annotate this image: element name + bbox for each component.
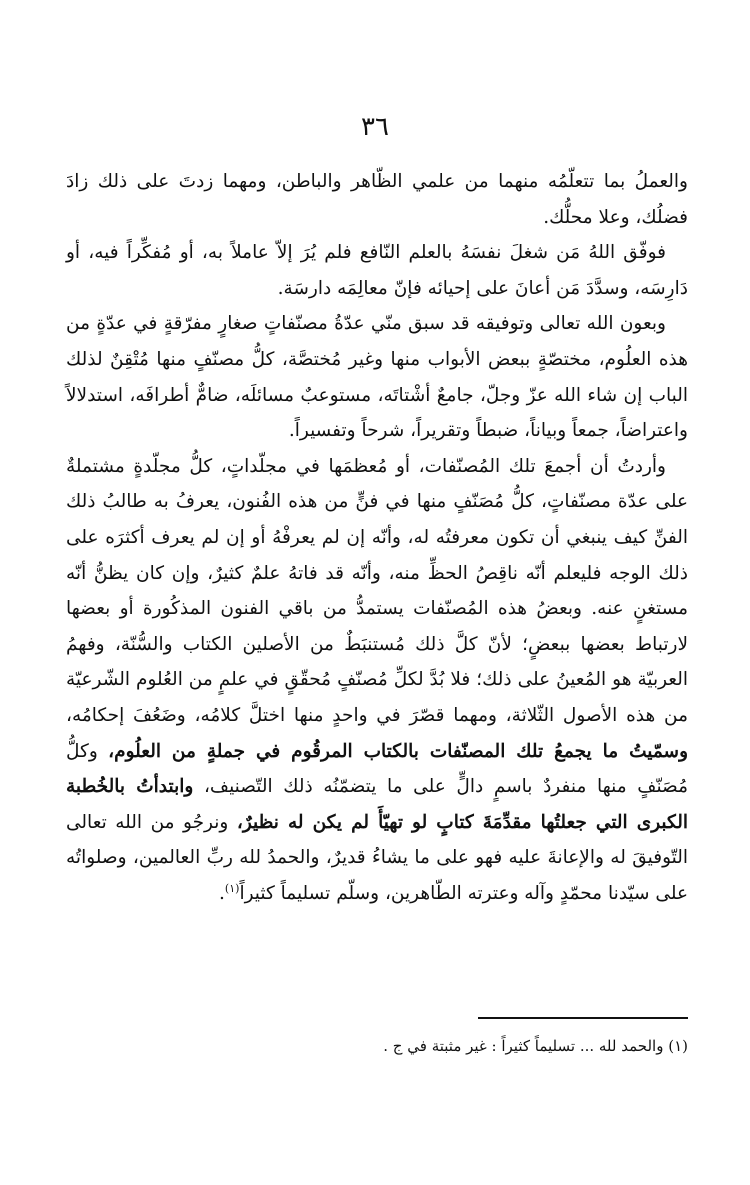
great-sermon-sentence: وابتدأتُ بالخُطبة الكبرى التي جعلتُها مقدِّمَةَ كتابٍ لو تهيّأَ لم يكن له نظيرٌ، bbox=[66, 776, 688, 833]
paragraph-4-text-3: ونرجُو من الله تعالى التّوفيقَ له والإعانةَ عليه فهو على ما يشاءُ قديرٌ، والحمدُ لله ربِّ العالمين، وصلواتُه على سيّدنا محمّدٍ وآله وعترته الطّاهرين، وسلّم تسليماً كثيراً bbox=[66, 811, 688, 904]
paragraph-2: فوفّق اللهُ مَن شغلَ نفسَهُ بالعلم النّافع فلم يُرَ إلاّ عاملاً به، أو مُفكِّراً فيه، أو دَارِسَه، وسدَّدَ مَن أعانَ على إحيائه فإنّ معالِمَه دارسَة. bbox=[66, 242, 688, 299]
main-text bbox=[66, 164, 688, 911]
page-number: ٣٦ bbox=[361, 112, 389, 142]
book-title-sentence: وسمّيتُ ما يجمعُ تلك المصنّفات بالكتاب المرقُوم في جملةٍ من العلُوم، bbox=[108, 740, 688, 762]
paragraph-4 bbox=[66, 449, 688, 912]
paragraph-3: وبعون الله تعالى وتوفيقه قد سبق منّي عدّةُ مصنّفاتٍ صغارٍ مفرّقةٍ في عدّةٍ من هذه العلُوم، مختصّةٍ ببعض الأبواب منها وغير مُختصَّة، كلُّ مصنّفٍ منها مُتْقِنٌ لذلك الباب إن شاء الله عزّ وجلّ، جامعٌ أشْتاتَه، مستوعبٌ مسائلَه، ضامٌّ أطرافَه، استدلالاً واعتراضاً، جمعاً وبياناً، ضبطاً وتقريراً، شرحاً وتفسيراً. bbox=[66, 313, 688, 442]
paragraph-4-end: . bbox=[219, 882, 225, 904]
paragraph-4-text-1: وأردتُ أن أجمعَ تلك المُصنّفات، أو مُعظمَها في مجلّداتٍ، كلُّ مجلّدةٍ مشتملةٌ على عدّة مصنّفاتٍ، كلُّ مُصَنّفٍ منها في فنٍّ من هذه الفُنون، يعرفُ به طالبُ ذلك الفنِّ كيف ينبغي أن تكون معرفتُه له، وأنّه إن لم يعرفْهُ أو إن لم يعرف أكثرَه على ذلك الوجه فليعلم أنّه ناقِصُ الحظِّ منه، وأنّه قد فاتهُ علمٌ كثيرٌ، وإن كان يظنُّ أنّه مستغنٍ عنه. وبعضُ هذه المُصنّفات يستمدُّ من باقي الفنون المذكُورة أو بعضها لارتباط بعضها ببعضٍ؛ لأنّ كلَّ ذلك مُستنبَطٌ من الأصلين الكتاب والسُّنّة، وفهمُ العربيّة هو المُعينُ على ذلك؛ فلا بُدَّ لكلِّ مُصنّفٍ مُحقّقٍ في علمٍ من العُلوم الشّرعيّة من هذه الأصول الثّلاثة، ومهما قصّرَ في واحدٍ منها اختلَّ كلامُه، وضَعُفَ إحكامُه، bbox=[66, 455, 688, 726]
footnote: (١) والحمد لله ... تسليماً كثيراً : غير مثبتة في ج . bbox=[383, 1037, 688, 1055]
footnote-reference[interactable]: (١) bbox=[224, 881, 240, 895]
footnote-divider bbox=[478, 1017, 688, 1019]
paragraph-4-text-2: وكلُّ مُصَنّفٍ منها منفردٌ باسمٍ دالٍّ على ما يتضمّنُه ذلك التّصنيف، bbox=[66, 740, 688, 798]
paragraph-1: والعملُ بما تتعلّمُه منهما من علمي الظّاهر والباطن، ومهما زدتَ على ذلك زادَ فضلُك، وعلا محلُّك. bbox=[66, 171, 688, 228]
